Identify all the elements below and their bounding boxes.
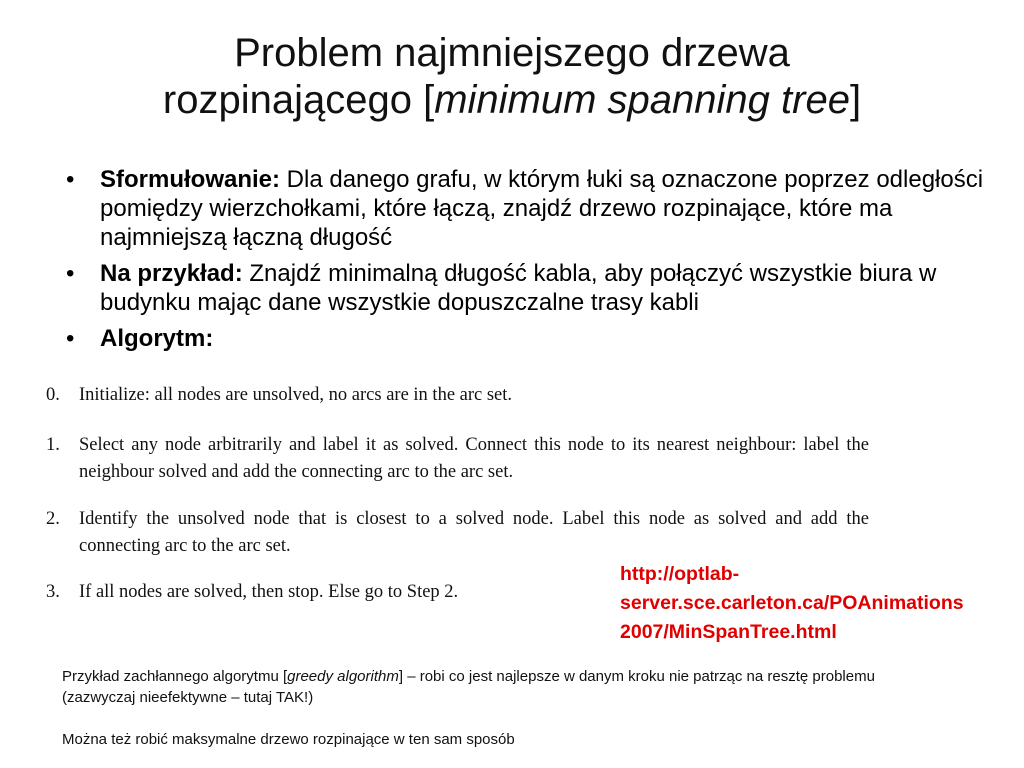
bullet-item <box>66 165 996 252</box>
bullet-dot-icon: • <box>66 325 75 352</box>
bullet-bold-label: Sformułowanie: <box>100 166 281 193</box>
slide-title <box>0 30 1024 124</box>
bullet-text: Dla danego grafu, w którym łuki są oznaczone poprzez odległości pomiędzy wierzchołkami, które łączą, znajdź drzewo rozpinające, które ma najmniejszą łączną długość <box>100 166 984 251</box>
title-line-2-prefix: rozpinającego [ <box>162 78 435 122</box>
bullet-item <box>66 259 996 317</box>
algorithm-step-2 <box>46 506 869 560</box>
step-number: 2. <box>46 509 60 529</box>
bullet-bold-label: Algorytm: <box>100 325 214 352</box>
link-line-2[interactable]: server.sce.carleton.ca/POAnimations <box>620 592 964 614</box>
greedy-note <box>62 666 942 708</box>
greedy-note-prefix: Przykład zachłannego algorytmu [ <box>62 668 288 685</box>
step-number: 3. <box>46 582 60 602</box>
title-line-2-italic: minimum spanning tree <box>434 78 850 122</box>
notes-spacer <box>62 708 942 729</box>
bullet-list <box>66 165 996 360</box>
title-line-2-suffix: ] <box>849 78 862 122</box>
notes-section <box>62 666 942 750</box>
animation-link-anchor[interactable] <box>620 563 964 643</box>
algorithm-step-1 <box>46 432 869 486</box>
animation-link[interactable] <box>620 560 1020 647</box>
step-text: If all nodes are solved, then stop. Else go to Step 2. <box>79 582 459 602</box>
link-line-1[interactable]: http://optlab- <box>620 563 740 585</box>
bullet-dot-icon: • <box>66 260 75 287</box>
bullet-item <box>66 324 996 353</box>
step-text: Identify the unsolved node that is closest to a solved node. Label this node as solved and add the connecting arc to the arc set. <box>79 509 869 556</box>
max-tree-note: Można też robić maksymalne drzewo rozpinające w ten sam sposób <box>62 731 515 748</box>
step-number: 0. <box>46 385 60 405</box>
bullet-text: Znajdź minimalną długość kabla, aby połączyć wszystkie biura w budynku mając dane wszystkie dopuszczalne trasy kabli <box>100 260 937 316</box>
title-line-2 <box>0 77 1024 124</box>
step-text: Initialize: all nodes are unsolved, no arcs are in the arc set. <box>79 385 513 405</box>
greedy-note-italic: greedy algorithm <box>287 668 399 685</box>
step-text: Select any node arbitrarily and label it as solved. Connect this node to its nearest neighbour: label the neighbour solved and add the connecting arc to the arc set. <box>79 435 869 482</box>
title-line-1: Problem najmniejszego drzewa <box>234 31 790 75</box>
algorithm-step-0 <box>46 382 869 409</box>
bullet-dot-icon: • <box>66 166 75 193</box>
link-line-3[interactable]: 2007/MinSpanTree.html <box>620 621 837 643</box>
bullet-bold-label: Na przykład: <box>100 260 243 287</box>
greedy-note-suffix: ] – robi co jest najlepsze w danym kroku nie patrząc na resztę problemu (zazwyczaj nieefektywne – tutaj TAK!) <box>62 668 875 706</box>
step-number: 1. <box>46 435 60 455</box>
